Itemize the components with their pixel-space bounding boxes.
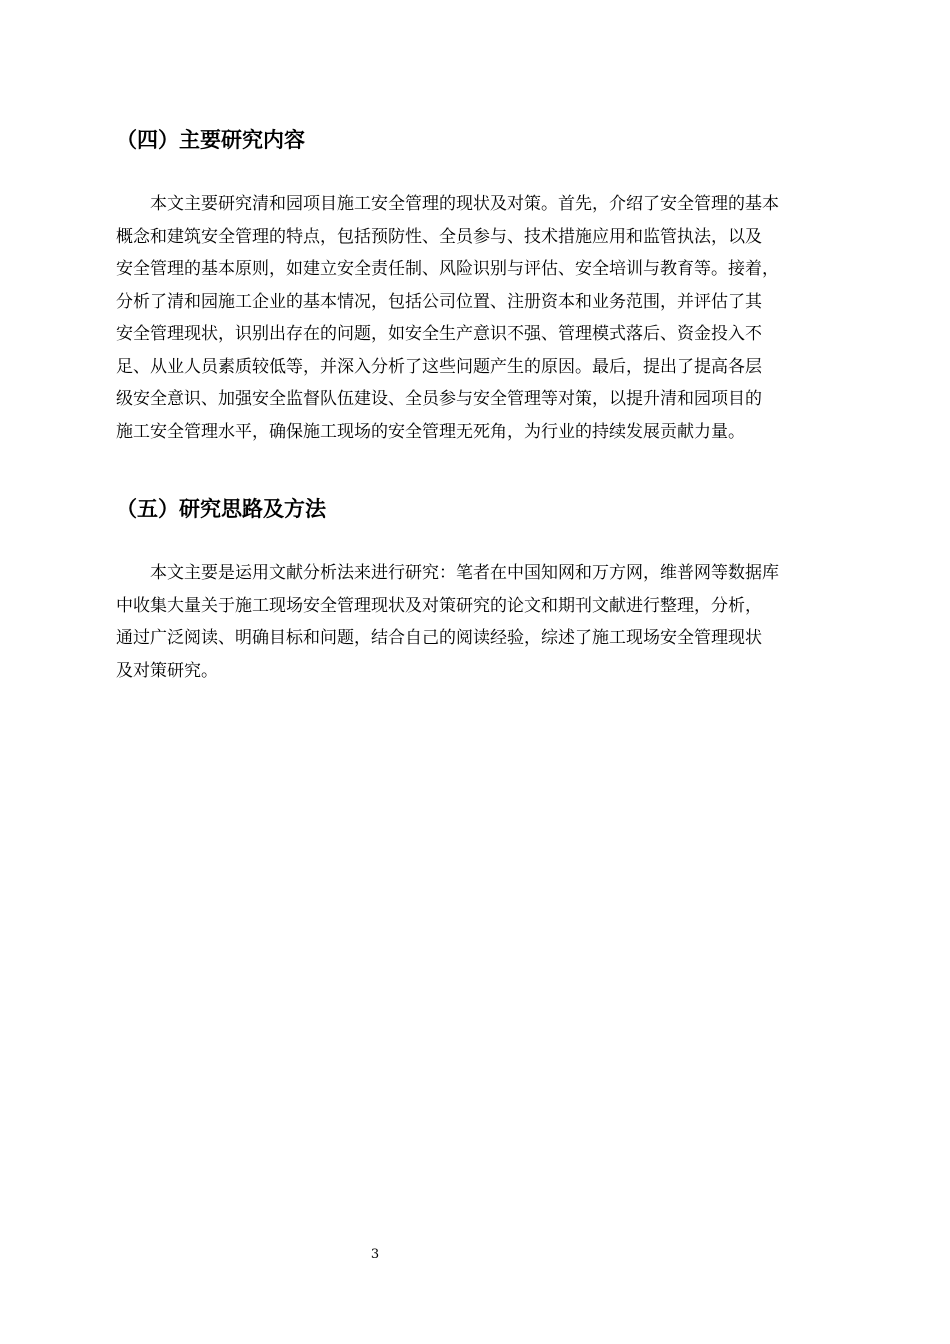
paragraph-research-method bbox=[116, 557, 860, 687]
section-heading-research-method: （五）研究思路及方法 bbox=[116, 497, 326, 521]
paragraph-line: 安全管理现状，识别出存在的问题，如安全生产意识不强、管理模式落后、资金投入不 bbox=[116, 324, 762, 344]
paragraph-line: 通过广泛阅读、明确目标和问题，结合自己的阅读经验，综述了施工现场安全管理现状 bbox=[116, 628, 762, 648]
paragraph-line: 概念和建筑安全管理的特点，包括预防性、全员参与、技术措施应用和监管执法，以及 bbox=[116, 226, 762, 247]
paragraph-line: 分析了清和园施工企业的基本情况，包括公司位置、注册资本和业务范围，并评估了其 bbox=[116, 291, 762, 312]
paragraph-line: 本文主要是运用文献分析法来进行研究：笔者在中国知网和万方网，维普网等数据库 bbox=[150, 563, 779, 583]
paragraph-line: 足、从业人员素质较低等，并深入分析了这些问题产生的原因。最后，提出了提高各层 bbox=[116, 356, 762, 377]
page-number: 3 bbox=[370, 1247, 380, 1262]
paragraph-line: 安全管理的基本原则，如建立安全责任制、风险识别与评估、安全培训与教育等。接着， bbox=[116, 259, 779, 279]
paragraph-research-content bbox=[116, 188, 860, 448]
paragraph-line: 中收集大量关于施工现场安全管理现状及对策研究的论文和期刊文献进行整理，分析， bbox=[116, 595, 762, 616]
paragraph-line: 级安全意识、加强安全监督队伍建设、全员参与安全管理等对策，以提升清和园项目的 bbox=[116, 389, 762, 409]
paragraph-line: 及对策研究。 bbox=[116, 660, 218, 681]
paragraph-line: 施工安全管理水平，确保施工现场的安全管理无死角，为行业的持续发展贡献力量。 bbox=[116, 421, 745, 442]
paragraph-line: 本文主要研究清和园项目施工安全管理的现状及对策。首先，介绍了安全管理的基本 bbox=[150, 194, 779, 214]
section-heading-research-content: （四）主要研究内容 bbox=[116, 128, 305, 152]
